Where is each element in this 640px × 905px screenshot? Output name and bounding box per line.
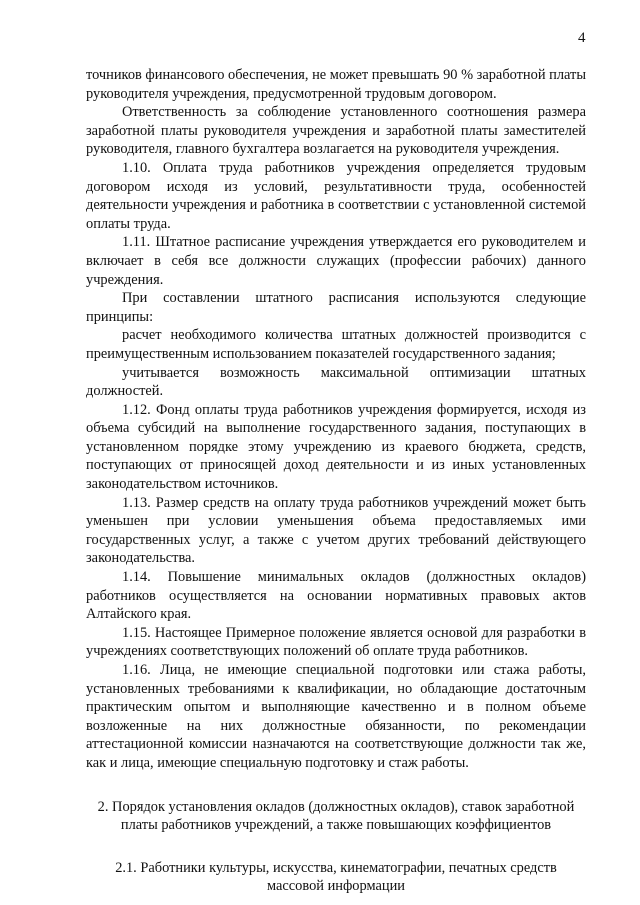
paragraph-principles-intro: При составлении штатного расписания используются следующие принципы: (86, 290, 586, 325)
paragraph-1-15: 1.15. Настоящее Примерное положение является основой для разработки в учреждениях соответствующих положений об оплате труда работников. (86, 624, 586, 660)
paragraph-1-11: 1.11. Штатное расписание учреждения утверждается его руководителем и включает в себя все должности служащих (профессии рабочих) данного учреждения. (86, 234, 586, 288)
paragraph-responsibility: Ответственность за соблюдение установленного соотношения размера заработной платы руководителя учреждения и заработной платы заместителей руководителя, главного бухгалтера возлагается на руководителя учреждения. (86, 104, 586, 158)
paragraph-continuation: точников финансового обеспечения, не может превышать 90 % заработной платы руководителя учреждения, предусмотренной трудовым договором. (86, 67, 586, 102)
paragraph-1-13: 1.13. Размер средств на оплату труда работников учреждений может быть уменьшен при условии уменьшения объема предоставляемых ими государственных услуг, а также с учетом других требований действующего законодательства. (86, 494, 586, 567)
paragraph-1-12: 1.12. Фонд оплаты труда работников учреждения формируется, исходя из объема субсидий на выполнение государственного задания, поступающих в установленном порядке этому учреждению из краевого бюджета, средств, поступающих от приносящей доход деятельности и из иных установленных законодательством источников. (86, 401, 586, 493)
page-number: 4 (578, 30, 586, 46)
document-body (86, 66, 586, 896)
paragraph-1-10: 1.10. Оплата труда работников учреждения определяется трудовым договором исходя из условий, результативности труда, особенностей деятельности учреждения и работника в соответствии с установленной системой оплаты труда. (86, 159, 586, 232)
paragraph-1-14: 1.14. Повышение минимальных окладов (должностных окладов) работников осуществляется на основании нормативных правовых актов Алтайского края. (86, 569, 586, 623)
section-heading: 2. Порядок установления окладов (должностных окладов), ставок заработной платы работников учреждений, а также повышающих коэффициентов (97, 798, 575, 834)
paragraph-1-16: 1.16. Лица, не имеющие специальной подготовки или стажа работы, установленных требованиями к квалификации, но обладающие достаточным практическим опытом и выполняющие качественно и в полном объеме возложенные на них должностные обязанности, по рекомендации аттестационной комиссии назначаются на соответствующие должности так же, как и лица, имеющие специальную подготовку и стаж работы. (86, 662, 586, 771)
paragraph-principle-2: учитывается возможность максимальной оптимизации штатных должностей. (86, 364, 586, 400)
subsection-heading: 2.1. Работники культуры, искусства, кинематографии, печатных средств массовой информации (115, 859, 557, 895)
paragraph-principle-1: расчет необходимого количества штатных должностей производится с преимущественным использованием показателей государственного задания; (86, 327, 586, 362)
